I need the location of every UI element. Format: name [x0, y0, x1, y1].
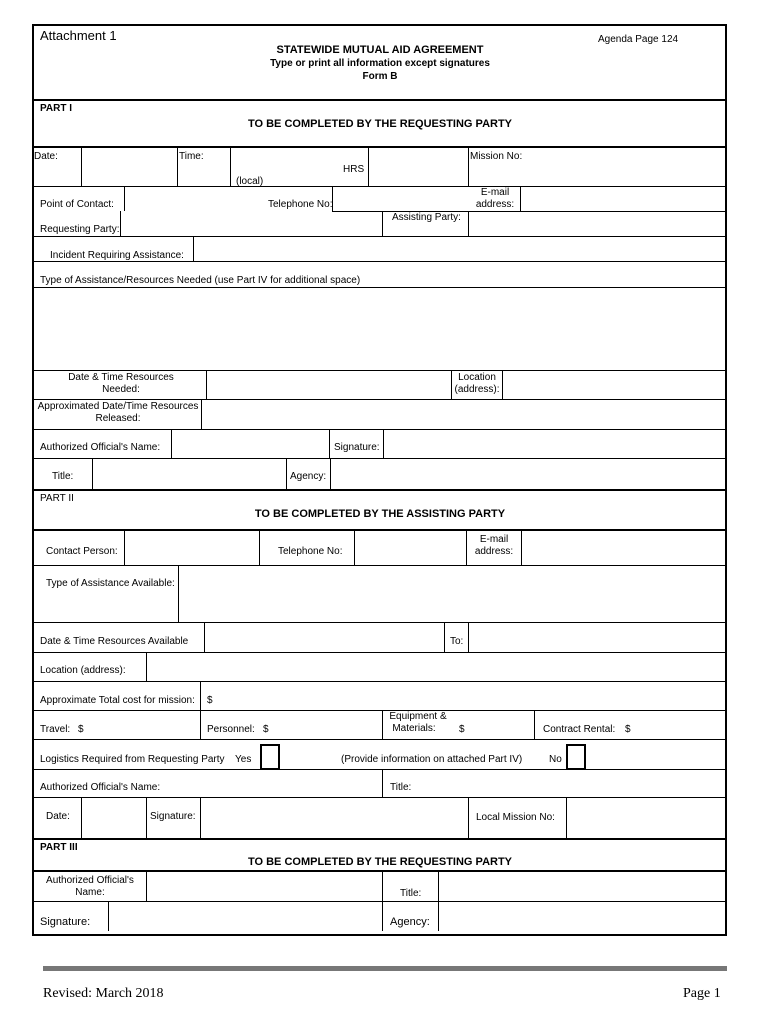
- p2-signature-label: Signature:: [150, 811, 196, 822]
- form-subtitle: Form B: [362, 71, 398, 82]
- yes-checkbox[interactable]: [260, 744, 280, 770]
- p3-auth-label: Authorized Official's: [46, 875, 134, 886]
- p3-signature-label: Signature:: [40, 916, 91, 928]
- p2-travel-dollar: $: [78, 724, 84, 735]
- p1-incident-label: Incident Requiring Assistance:: [50, 250, 184, 261]
- divider: [33, 99, 727, 101]
- p2-personnel-label: Personnel:: [207, 724, 255, 735]
- p2-email-label: E-mail: [479, 534, 509, 545]
- form-frame: [32, 24, 727, 936]
- p2-local-mission-label: Local Mission No:: [476, 812, 555, 823]
- p3-auth-label-2: Name:: [75, 887, 105, 898]
- p2-phone-label: Telephone No:: [278, 546, 343, 557]
- p2-equipment-label: Equipment &: [389, 711, 447, 722]
- p2-travel-label: Travel:: [40, 724, 71, 735]
- p2-equipment-label-2: Materials:: [392, 723, 436, 734]
- p1-hrs-label: HRS: [343, 164, 365, 175]
- p1-local-label: (local): [236, 176, 264, 187]
- part2-label: PART II: [40, 493, 74, 504]
- p1-approx-label-2: Released:: [95, 413, 141, 424]
- p2-logistics-label: Logistics Required from Requesting Party: [40, 754, 225, 765]
- p2-auth-name-label: Authorized Official's Name:: [40, 782, 161, 793]
- p1-approx-label: Approximated Date/Time Resources: [37, 401, 199, 412]
- p2-title-label: Title:: [390, 782, 412, 793]
- p1-title-label: Title:: [52, 471, 74, 482]
- part3-heading: TO BE COMPLETED BY THE REQUESTING PARTY: [247, 856, 513, 868]
- p2-contact-label: Contact Person:: [46, 546, 118, 557]
- part2-heading: TO BE COMPLETED BY THE ASSISTING PARTY: [254, 508, 506, 520]
- attachment-label: Attachment 1: [40, 28, 117, 43]
- footer-rule: [43, 966, 727, 971]
- p2-provide-info: (Provide information on attached Part IV): [341, 754, 523, 765]
- p3-agency-label: Agency:: [390, 916, 430, 928]
- divider: [33, 146, 727, 148]
- p2-to-label: To:: [450, 636, 464, 647]
- p2-date-label: Date:: [46, 811, 70, 822]
- p1-type-needed-label: Type of Assistance/Resources Needed (use Part IV for additional space): [40, 275, 361, 286]
- agenda-page: Agenda Page 124: [598, 34, 679, 45]
- p1-email-address-label: address:: [475, 199, 515, 210]
- p1-auth-name-label: Authorized Official's Name:: [40, 442, 161, 453]
- p2-equipment-dollar: $: [459, 724, 465, 735]
- p2-personnel-dollar: $: [263, 724, 269, 735]
- p1-dt-needed-label-2: Needed:: [102, 384, 140, 395]
- p2-type-available-label: Type of Assistance Available:: [46, 578, 175, 589]
- part3-label: PART III: [40, 842, 78, 853]
- p1-date-label: Date:: [34, 151, 58, 162]
- p1-assisting-label: Assisting Party:: [392, 212, 461, 223]
- no-checkbox[interactable]: [566, 744, 586, 770]
- p2-email-address-label: address:: [474, 546, 514, 557]
- p1-email-label: E-mail: [480, 187, 510, 198]
- revised-date: Revised: March 2018: [43, 986, 164, 1001]
- p2-dt-available-label: Date & Time Resources Available: [40, 636, 189, 647]
- p1-signature-label: Signature:: [334, 442, 380, 453]
- p1-mission-label: Mission No:: [470, 151, 523, 162]
- part1-heading: TO BE COMPLETED BY THE REQUESTING PARTY: [247, 118, 513, 130]
- p1-time-label: Time:: [179, 151, 204, 162]
- p2-location-label: Location (address):: [40, 665, 126, 676]
- p1-requesting-label: Requesting Party:: [40, 224, 120, 235]
- p2-approx-cost-label: Approximate Total cost for mission:: [40, 695, 195, 706]
- p1-dt-needed-label: Date & Time Resources: [68, 372, 174, 383]
- p1-phone-label: Telephone No:: [268, 199, 333, 210]
- p2-yes-label: Yes: [235, 754, 252, 765]
- part1-label: PART I: [40, 103, 73, 114]
- p2-contract-dollar: $: [625, 724, 631, 735]
- p2-approx-cost-dollar: $: [207, 695, 213, 706]
- form-instruction: Type or print all information except signatures: [270, 58, 490, 69]
- form-title: STATEWIDE MUTUAL AID AGREEMENT: [276, 44, 484, 56]
- p1-location-label-2: (address):: [454, 384, 500, 395]
- p1-poc-label: Point of Contact:: [40, 199, 114, 210]
- p2-contract-label: Contract Rental:: [543, 724, 616, 735]
- p3-title-label: Title:: [400, 888, 422, 899]
- p2-no-label: No: [549, 754, 562, 765]
- p1-location-label: Location: [458, 372, 496, 383]
- page-number: Page 1: [683, 986, 721, 1001]
- p1-agency-label: Agency:: [290, 471, 327, 482]
